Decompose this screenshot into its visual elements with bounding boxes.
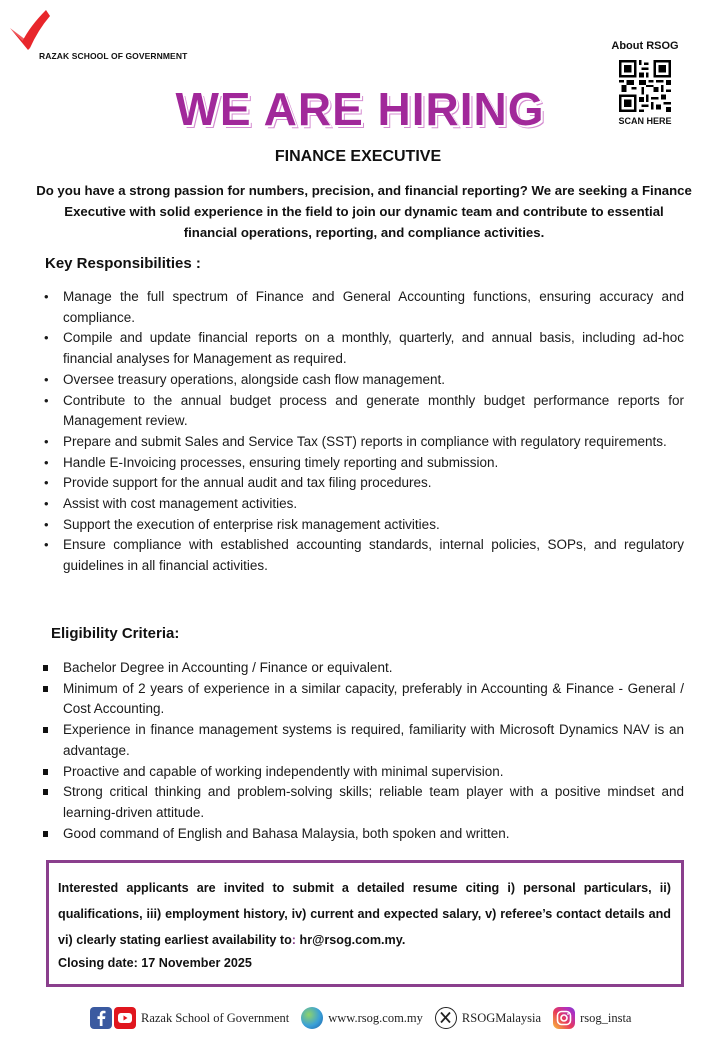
instagram-icon[interactable] [553, 1007, 575, 1029]
facebook-icon[interactable] [90, 1007, 112, 1029]
application-instructions [58, 875, 671, 953]
list-item: • Oversee treasury operations, alongside cash flow management. [44, 370, 684, 391]
list-item: • Prepare and submit Sales and Service Tax (SST) reports in compliance with regulatory requirements. [44, 432, 684, 453]
colon: : [291, 933, 296, 947]
globe-icon [301, 1007, 323, 1029]
application-info-box [46, 860, 684, 987]
job-title: FINANCE EXECUTIVE [274, 148, 442, 165]
eligibility-heading: Eligibility Criteria: [51, 625, 180, 642]
scan-here-caption: SCAN HERE [618, 116, 672, 126]
list-item: Strong critical thinking and problem-solving skills; reliable team player with a positive mindset and learning-driven attitude. [42, 782, 684, 823]
intro-paragraph: Do you have a strong passion for numbers, precision, and financial reporting? We are seeking a Finance Executive with solid experience in the field to join our dynamic team and contribute to essential financial operations, reporting, and compliance activities. [36, 183, 692, 240]
headline: WE ARE HIRING [175, 83, 545, 135]
social-footer [90, 1005, 631, 1031]
eligibility-list [42, 658, 684, 844]
list-item: Minimum of 2 years of experience in a similar capacity, preferably in Accounting & Finance - General / Cost Accounting. [42, 679, 684, 720]
x-twitter-icon[interactable] [435, 1007, 457, 1029]
list-item: • Compile and update financial reports on a monthly, quarterly, and annual basis, including ad-hoc financial analyses for Management as required. [44, 328, 684, 369]
org-name: RAZAK SCHOOL OF GOVERNMENT [39, 51, 188, 61]
rsog-logo [8, 8, 188, 64]
facebook-youtube-label[interactable]: Razak School of Government [141, 1010, 290, 1025]
about-label: About RSOG [611, 40, 679, 52]
application-email-link[interactable]: hr@rsog.com.my. [296, 933, 406, 947]
closing-date: Closing date: 17 November 2025 [58, 956, 252, 970]
list-item: Experience in finance management systems is required, familiarity with Microsoft Dynamics NAV is an advantage. [42, 720, 684, 761]
list-item: • Handle E-Invoicing processes, ensuring timely reporting and submission. [44, 453, 684, 474]
list-item: • Provide support for the annual audit and tax filing procedures. [44, 473, 684, 494]
list-item: Good command of English and Bahasa Malaysia, both spoken and written. [42, 824, 684, 845]
website-link[interactable]: www.rsog.com.my [328, 1010, 423, 1025]
list-item: • Assist with cost management activities. [44, 494, 684, 515]
list-item: Proactive and capable of working independently with minimal supervision. [42, 762, 684, 783]
list-item: • Contribute to the annual budget process and generate monthly budget performance reports for Management review. [44, 391, 684, 432]
instagram-handle[interactable]: rsog_insta [580, 1010, 632, 1025]
youtube-icon[interactable] [114, 1007, 136, 1029]
responsibilities-list [44, 287, 684, 577]
x-handle[interactable]: RSOGMalaysia [461, 1010, 542, 1025]
list-item: Bachelor Degree in Accounting / Finance or equivalent. [42, 658, 684, 679]
list-item: • Manage the full spectrum of Finance and General Accounting functions, ensuring accuracy and compliance. [44, 287, 684, 328]
list-item: • Ensure compliance with established accounting standards, internal policies, SOPs, and regulatory guidelines in all financial activities. [44, 535, 684, 576]
responsibilities-heading: Key Responsibilities : [45, 255, 201, 272]
application-text: Interested applicants are invited to submit a detailed resume citing i) personal particulars, ii) qualifications, iii) employment history, iv) current and expected salary, v) referee’s contact details and vi) clearly stating earliest availability to [58, 881, 671, 947]
list-item: • Support the execution of enterprise risk management activities. [44, 515, 684, 536]
